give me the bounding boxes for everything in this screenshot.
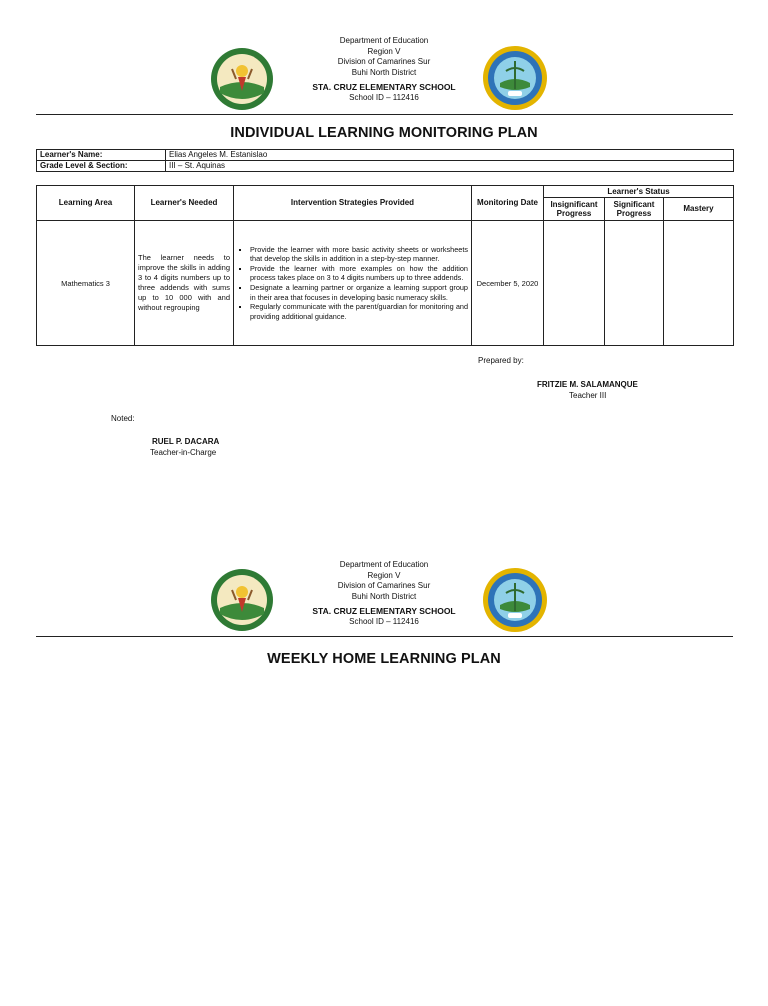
col-mastery: Mastery: [664, 198, 734, 221]
school-name: STA. CRUZ ELEMENTARY SCHOOL: [312, 82, 456, 92]
col-learners-needed: Learner's Needed: [135, 186, 234, 221]
learner-name-label: Learner's Name:: [37, 150, 166, 161]
school-id: School ID – 112416: [349, 92, 419, 102]
header-line: Department of Education: [339, 36, 429, 45]
noted-by-position: Teacher-in-Charge: [150, 448, 217, 457]
cell-strategies: [234, 221, 472, 346]
cell-needs: The learner needs to improve the skills in adding 3 to 4 digits numbers up to three addends with sums up to 10 000 with and without regrouping: [135, 221, 234, 346]
grade-section-label: Grade Level & Section:: [37, 161, 166, 172]
col-significant: Significant Progress: [605, 198, 664, 221]
learner-name-value: Elias Angeles M. Estanislao: [166, 150, 734, 161]
header-block: [0, 36, 768, 103]
col-insignificant: Insignificant Progress: [544, 198, 605, 221]
school-name: STA. CRUZ ELEMENTARY SCHOOL: [312, 606, 456, 616]
strategy-item: ▪ Provide the learner with more examples on how the addition process takes place on 3 to 4 digits numbers up to three addends.: [250, 264, 468, 283]
noted-by-name: RUEL P. DACARA: [152, 437, 220, 446]
header-line: Region V: [367, 46, 401, 56]
header-line: Region V: [367, 570, 401, 580]
col-learning-area: Learning Area: [37, 186, 135, 221]
cell-insignificant: [544, 221, 605, 346]
learner-info-table: [36, 149, 734, 172]
school-id: School ID – 112416: [349, 616, 419, 626]
col-strategies: Intervention Strategies Provided: [234, 186, 472, 221]
page-title: INDIVIDUAL LEARNING MONITORING PLAN: [230, 125, 538, 141]
header-line: Buhi North District: [351, 591, 417, 601]
cell-monitoring-date: December 5, 2020: [472, 221, 544, 346]
prepared-by-label: Prepared by:: [478, 356, 524, 365]
cell-significant: [605, 221, 664, 346]
header-line: Buhi North District: [351, 67, 417, 77]
header-line: Department of Education: [339, 560, 429, 569]
col-learners-status: Learner's Status: [544, 186, 734, 198]
cell-mastery: [664, 221, 734, 346]
header-divider: [36, 636, 733, 637]
grade-section-value: III – St. Aquinas: [166, 161, 734, 172]
strategy-item: ▪ Provide the learner with more basic activity sheets or worksheets that develop the skills in addition in a step-by-step manner.: [250, 245, 468, 264]
header-line: Division of Camarines Sur: [337, 581, 431, 590]
cell-learning-area: Mathematics 3: [37, 221, 135, 346]
table-row: [37, 221, 734, 346]
header-block: [0, 560, 768, 627]
strategy-item: ▪ Regularly communicate with the parent/guardian for monitoring and providing additional guidance.: [250, 302, 468, 321]
strategy-item: ▪ Designate a learning partner or organize a learning support group in their area that focuses in developing basic numeracy skills.: [250, 283, 468, 302]
header-divider: [36, 114, 733, 115]
page-title: WEEKLY HOME LEARNING PLAN: [267, 651, 501, 667]
monitoring-table: [36, 185, 734, 346]
col-monitoring-date: Monitoring Date: [472, 186, 544, 221]
noted-label: Noted:: [111, 414, 135, 423]
prepared-by-position: Teacher III: [569, 391, 607, 400]
header-line: Division of Camarines Sur: [337, 57, 431, 66]
prepared-by-name: FRITZIE M. SALAMANQUE: [537, 380, 638, 389]
